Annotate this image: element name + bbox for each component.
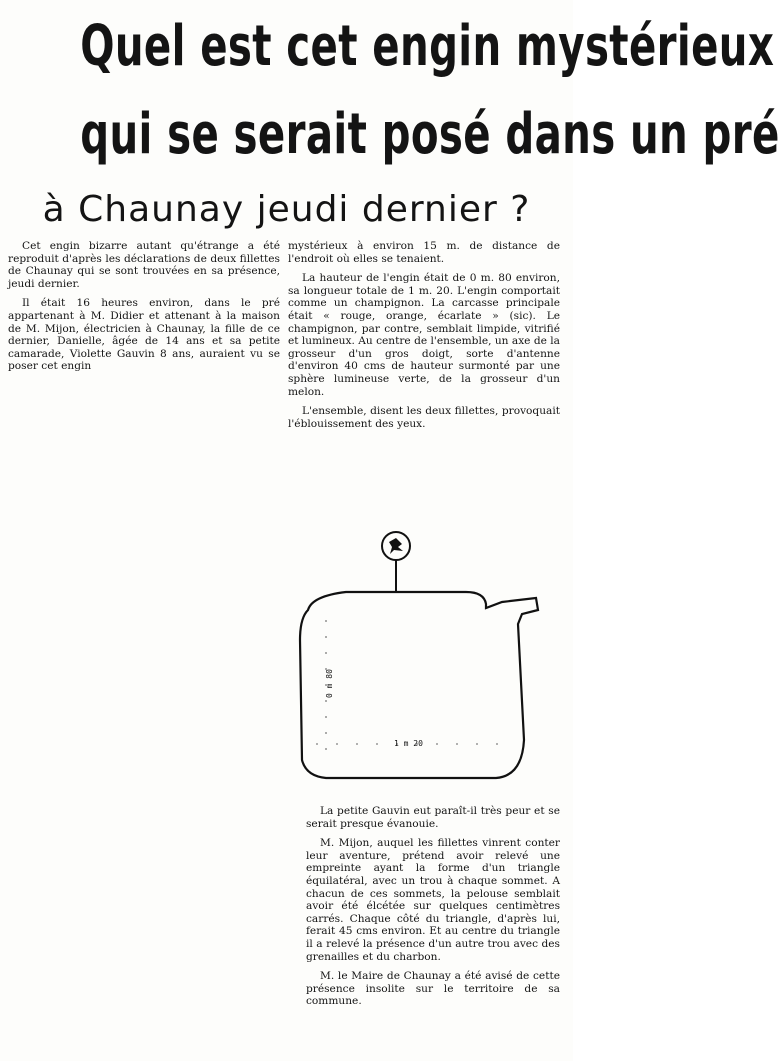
- length-label: 1 m 20: [394, 739, 423, 748]
- headline-line-2: qui se serait posé dans un pré: [80, 102, 780, 167]
- right-paragraph-3: L'ensemble, disent les deux fillettes, provoquait l'éblouissement des yeux.: [288, 405, 560, 430]
- height-label: 0 m 80: [325, 669, 334, 698]
- right-paragraph-1: mystérieux à environ 15 m. de distance de l'endroit où elles se tenaient.: [288, 240, 560, 265]
- sphere-icon: [382, 532, 410, 560]
- left-paragraph-1: Cet engin bizarre autant qu'étrange a été reproduit d'après les déclarations de deux fillettes de Chaunay qui se sont trouvées en sa présence, jeudi dernier.: [8, 240, 280, 290]
- headline-line-3: à Chaunay jeudi dernier ?: [42, 189, 531, 230]
- right-column: [288, 240, 560, 437]
- bottom-paragraph-3: M. le Maire de Chaunay a été avisé de cette présence insolite sur le territoire de sa commune.: [306, 970, 560, 1008]
- bottom-paragraph-2: M. Mijon, auquel les fillettes vinrent conter leur aventure, prétend avoir relevé une empreinte ayant la forme d'un triangle équilatéral, avec un trou à chaque sommet. A chacun de ces sommets, la pelouse semblait avoir été élcétée sur quelques centimètres carrés. Chaque côté du triangle, d'après lui, ferait 45 cms environ. Et au centre du triangle il a relevé la présence d'un autre trou avec des grenailles et du charbon.: [306, 837, 560, 963]
- left-column: [8, 240, 280, 380]
- engine-body-outline: [300, 592, 538, 778]
- right-paragraph-2: La hauteur de l'engin était de 0 m. 80 environ, sa longueur totale de 1 m. 20. L'engin comportait comme un champignon. La carcasse principale était « rouge, orange, écarlate » (sic). Le champignon, par contre, semblait limpide, vitrifié et lumineux. Au centre de l'ensemble, un axe de la grosseur d'un gros doigt, sorte d'antenne d'environ 40 cms de hauteur surmonté par une sphère lumineuse verte, de la grosseur d'un melon.: [288, 272, 560, 398]
- engine-sketch: [286, 520, 566, 790]
- bottom-column: [306, 805, 560, 1015]
- bottom-paragraph-1: La petite Gauvin eut paraît-il très peur et se serait presque évanouie.: [306, 805, 560, 830]
- headline-line-1: Quel est cet engin mystérieux: [80, 14, 775, 79]
- left-paragraph-2: Il était 16 heures environ, dans le pré appartenant à M. Didier et attenant à la maison de M. Mijon, électricien à Chaunay, la fille de ce dernier, Danielle, âgée de 14 ans et sa petite camarade, Violette Gauvin 8 ans, auraient vu se poser cet engin: [8, 297, 280, 373]
